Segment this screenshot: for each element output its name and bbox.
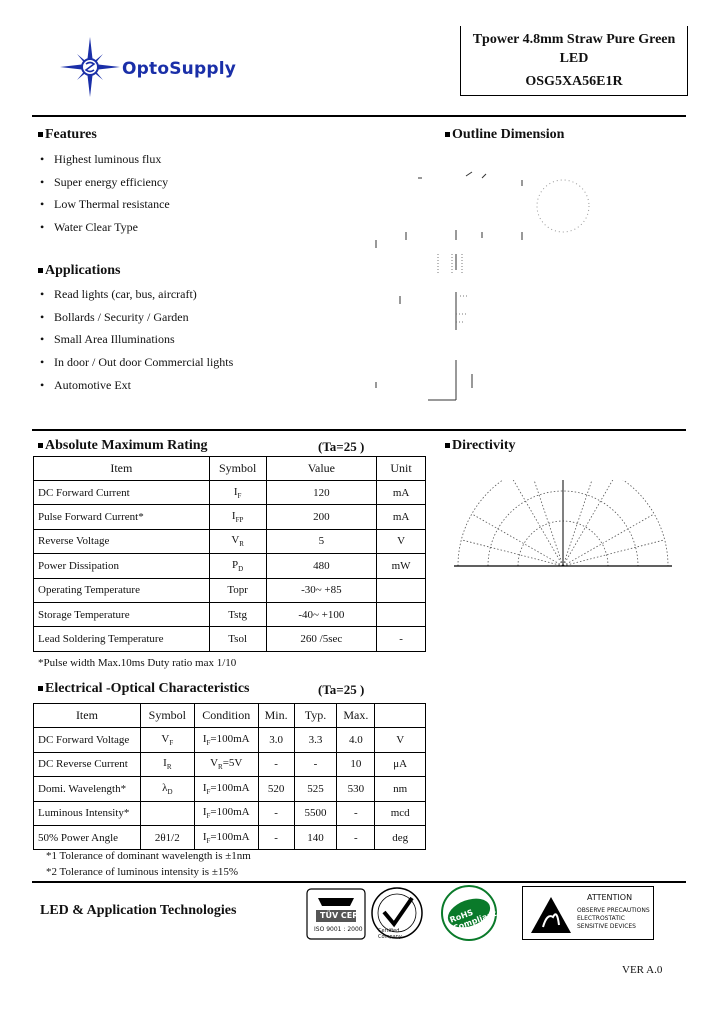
cell-item: Pulse Forward Current* xyxy=(34,505,210,529)
product-title-line1: Tpower 4.8mm Straw Pure Green xyxy=(472,32,676,47)
cell-unit xyxy=(377,602,426,626)
cell-unit: deg xyxy=(375,825,426,849)
cell-typ: - xyxy=(294,752,337,776)
cell-symbol: $I_R$ xyxy=(140,752,194,776)
cell-symbol: Topr xyxy=(209,578,266,602)
tuv-cert-label: TÜV CERT xyxy=(320,911,364,920)
part-number: OSG5XA56E1R xyxy=(525,74,623,89)
cell-item: Domi. Wavelength* xyxy=(34,777,141,801)
feature-item: • Highest luminous flux xyxy=(40,152,162,166)
cell-condition: $I_F=100mA$ xyxy=(194,728,258,752)
cell-unit xyxy=(377,578,426,602)
table-row xyxy=(34,627,426,651)
table-row xyxy=(34,505,426,529)
cell-value: 480 xyxy=(266,554,377,578)
applications-heading: Applications xyxy=(38,263,120,279)
table-row xyxy=(34,578,426,602)
attention-line: ELECTROSTATIC xyxy=(577,915,625,922)
cell-max: - xyxy=(337,801,375,825)
cell-unit: - xyxy=(377,627,426,651)
cell-symbol: $\lambda_D$ xyxy=(140,777,194,801)
cell-min: 520 xyxy=(258,777,294,801)
cell-typ: 3.3 xyxy=(294,728,337,752)
cell-max: 530 xyxy=(337,777,375,801)
eoc-table xyxy=(33,703,426,850)
table-row xyxy=(34,529,426,553)
eoc-heading: Electrical -Optical Characteristics xyxy=(38,681,249,697)
application-item: • In door / Out door Commercial lights xyxy=(40,355,234,369)
cell-value: 5 xyxy=(266,529,377,553)
cell-item: Luminous Intensity* xyxy=(34,801,141,825)
directivity-heading: Directivity xyxy=(445,438,516,454)
cell-condition: $I_F=100mA$ xyxy=(194,777,258,801)
cell-condition: $I_F=100mA$ xyxy=(194,825,258,849)
rohs-badge xyxy=(432,884,506,942)
cell-value: -40~ +100 xyxy=(266,602,377,626)
col-header: Unit xyxy=(377,457,426,481)
cell-unit: V xyxy=(375,728,426,752)
cell-symbol: Tsol xyxy=(209,627,266,651)
cell-condition: $I_F=100mA$ xyxy=(194,801,258,825)
cell-min: - xyxy=(258,801,294,825)
feature-item: • Water Clear Type xyxy=(40,220,138,234)
features-heading: Features xyxy=(38,127,97,143)
cell-max: 10 xyxy=(337,752,375,776)
cell-unit: mA xyxy=(377,481,426,505)
table-header-row xyxy=(34,457,426,481)
esd-warning-icon xyxy=(529,895,573,935)
cell-unit: nm xyxy=(375,777,426,801)
cell-symbol: $V_R$ xyxy=(209,529,266,553)
cell-item: Storage Temperature xyxy=(34,602,210,626)
cell-typ: 140 xyxy=(294,825,337,849)
cell-unit: mA xyxy=(377,505,426,529)
col-header: Condition xyxy=(194,704,258,728)
cell-symbol: $I_F$ xyxy=(209,481,266,505)
table-row xyxy=(34,825,426,849)
version-label: VER A.0 xyxy=(622,964,663,976)
table-row xyxy=(34,602,426,626)
attention-line: OBSERVE PRECAUTIONS xyxy=(577,907,650,914)
cell-symbol: Tstg xyxy=(209,602,266,626)
product-title-line2: LED xyxy=(559,51,589,66)
cell-symbol xyxy=(140,801,194,825)
cell-unit: μA xyxy=(375,752,426,776)
abs-max-note: *Pulse width Max.10ms Duty ratio max 1/10 xyxy=(38,657,237,669)
col-header: Typ. xyxy=(294,704,337,728)
cell-symbol: $V_F$ xyxy=(140,728,194,752)
table-row xyxy=(34,481,426,505)
cell-condition: $V_R=5V$ xyxy=(194,752,258,776)
outline-dimension-drawing xyxy=(370,170,600,405)
application-item: • Bollards / Security / Garden xyxy=(40,310,189,324)
col-header: Item xyxy=(34,457,210,481)
col-header xyxy=(375,704,426,728)
table-row xyxy=(34,752,426,776)
abs-max-condition: (Ta=25 ) xyxy=(318,439,365,454)
table-row xyxy=(34,554,426,578)
eoc-note-1: *1 Tolerance of dominant wavelength is ±1nm xyxy=(46,850,251,862)
directivity-polar-plot xyxy=(450,480,676,568)
cell-value: 120 xyxy=(266,481,377,505)
eoc-condition: (Ta=25 ) xyxy=(318,682,365,697)
cell-max: - xyxy=(337,825,375,849)
cell-symbol: 2θ1/2 xyxy=(140,825,194,849)
cell-min: - xyxy=(258,825,294,849)
cell-item: Operating Temperature xyxy=(34,578,210,602)
feature-item: • Low Thermal resistance xyxy=(40,197,170,211)
feature-item: • Super energy efficiency xyxy=(40,175,169,189)
cell-typ: 525 xyxy=(294,777,337,801)
application-item: • Automotive Ext xyxy=(40,378,131,392)
cell-min: 3.0 xyxy=(258,728,294,752)
cell-item: Power Dissipation xyxy=(34,554,210,578)
attention-title: ATTENTION xyxy=(587,893,633,902)
footer-rule xyxy=(32,881,686,883)
cell-item: Lead Soldering Temperature xyxy=(34,627,210,651)
footer-company: LED & Application Technologies xyxy=(40,903,237,918)
col-header: Symbol xyxy=(209,457,266,481)
cell-unit: mcd xyxy=(375,801,426,825)
eoc-note-2: *2 Tolerance of luminous intensity is ±15% xyxy=(46,866,239,878)
rohs-label: RoHS Compliant xyxy=(448,907,498,934)
tuv-cert-badge xyxy=(306,888,366,940)
table-row xyxy=(34,777,426,801)
certified-company-label: Certified Company xyxy=(378,928,402,940)
col-header: Item xyxy=(34,704,141,728)
abs-max-heading: Absolute Maximum Rating xyxy=(38,438,208,454)
product-title-box xyxy=(460,26,688,96)
cell-symbol: $P_D$ xyxy=(209,554,266,578)
esd-attention-box xyxy=(522,886,654,940)
abs-max-table xyxy=(33,456,426,652)
cell-item: DC Forward Voltage xyxy=(34,728,141,752)
outline-heading: Outline Dimension xyxy=(445,127,564,143)
brand-name: OptoSupply xyxy=(122,59,237,79)
section-rule xyxy=(32,429,686,431)
col-header: Symbol xyxy=(140,704,194,728)
col-header: Value xyxy=(266,457,377,481)
col-header: Min. xyxy=(258,704,294,728)
attention-line: SENSITIVE DEVICES xyxy=(577,923,636,930)
cell-item: DC Forward Current xyxy=(34,481,210,505)
application-item: • Small Area Illuminations xyxy=(40,332,175,346)
header-rule xyxy=(32,115,686,117)
cell-value: -30~ +85 xyxy=(266,578,377,602)
cell-unit: mW xyxy=(377,554,426,578)
cell-typ: 5500 xyxy=(294,801,337,825)
table-header-row xyxy=(34,704,426,728)
cell-max: 4.0 xyxy=(337,728,375,752)
cell-min: - xyxy=(258,752,294,776)
col-header: Max. xyxy=(337,704,375,728)
table-row xyxy=(34,728,426,752)
cell-item: DC Reverse Current xyxy=(34,752,141,776)
application-item: • Read lights (car, bus, aircraft) xyxy=(40,287,197,301)
cell-value: 200 xyxy=(266,505,377,529)
cell-symbol: $I_{FP}$ xyxy=(209,505,266,529)
cell-unit: V xyxy=(377,529,426,553)
table-row xyxy=(34,801,426,825)
cell-value: 260 /5sec xyxy=(266,627,377,651)
tuv-cert-sub: ISO 9001 : 2000 xyxy=(314,926,363,933)
cell-item: 50% Power Angle xyxy=(34,825,141,849)
cell-item: Reverse Voltage xyxy=(34,529,210,553)
certified-company-badge xyxy=(370,886,424,940)
